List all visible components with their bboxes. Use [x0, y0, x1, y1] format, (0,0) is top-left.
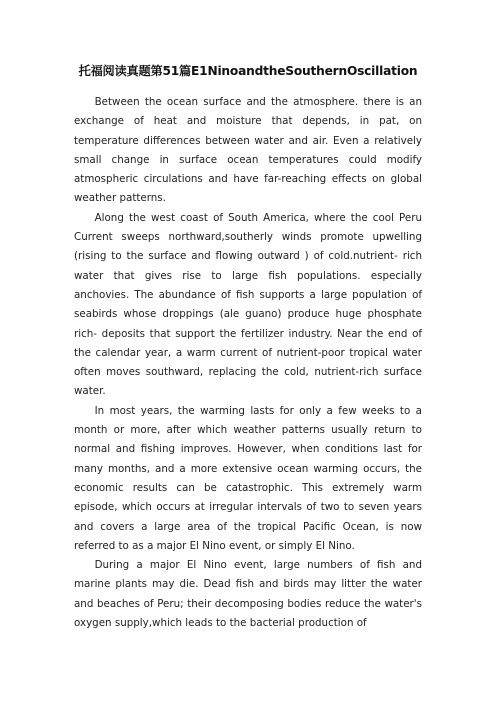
paragraph-4: During a major El Nino event, large numbers of fish and marine plants may die. Dead fish and birds may litter the water and beaches of Peru; their decomposing bodies reduce the water's oxygen supply,which leads to the bacterial production of — [74, 559, 422, 630]
document-title: 托福阅读真题第51篇E1NinoandtheSouthernOscillation — [78, 64, 418, 78]
document-body — [74, 93, 422, 633]
paragraph-1: Between the ocean surface and the atmosphere. there is an exchange of heat and moisture that depends, in pat, on temperature differences between water and air. Even a relatively small change in surface ocean temperatures could modify atmospheric circulations and have far-reaching effects on global weather patterns. — [74, 96, 422, 205]
paragraph-3: In most years, the warming lasts for only a few weeks to a month or more, after which weather patterns usually return to normal and fishing improves. However, when conditions last for many months, and a more extensive ocean warming occurs, the economic results can be catastrophic. This extremely warm episode, which occurs at irregular intervals of two to seven years and covers a large area of the tropical Pacific Ocean, is now referred to as a major El Nino event, or simply El Nino. — [74, 404, 422, 552]
paragraph-2: Along the west coast of South America, where the cool Peru Current sweeps northward,southerly winds promote upwelling (rising to the surface and flowing outward ) of cold.nutrient- rich water that gives rise to large fish populations. especially anchovies. The abundance of fish supports a large population of seabirds whose droppings (ale guano) produce huge phosphate rich- deposits that support the fertilizer industry. Near the end of the calendar year, a warm current of nutrient-poor tropical water often moves southward, replacing the cold, nutrient-rich surface water. — [74, 211, 422, 398]
